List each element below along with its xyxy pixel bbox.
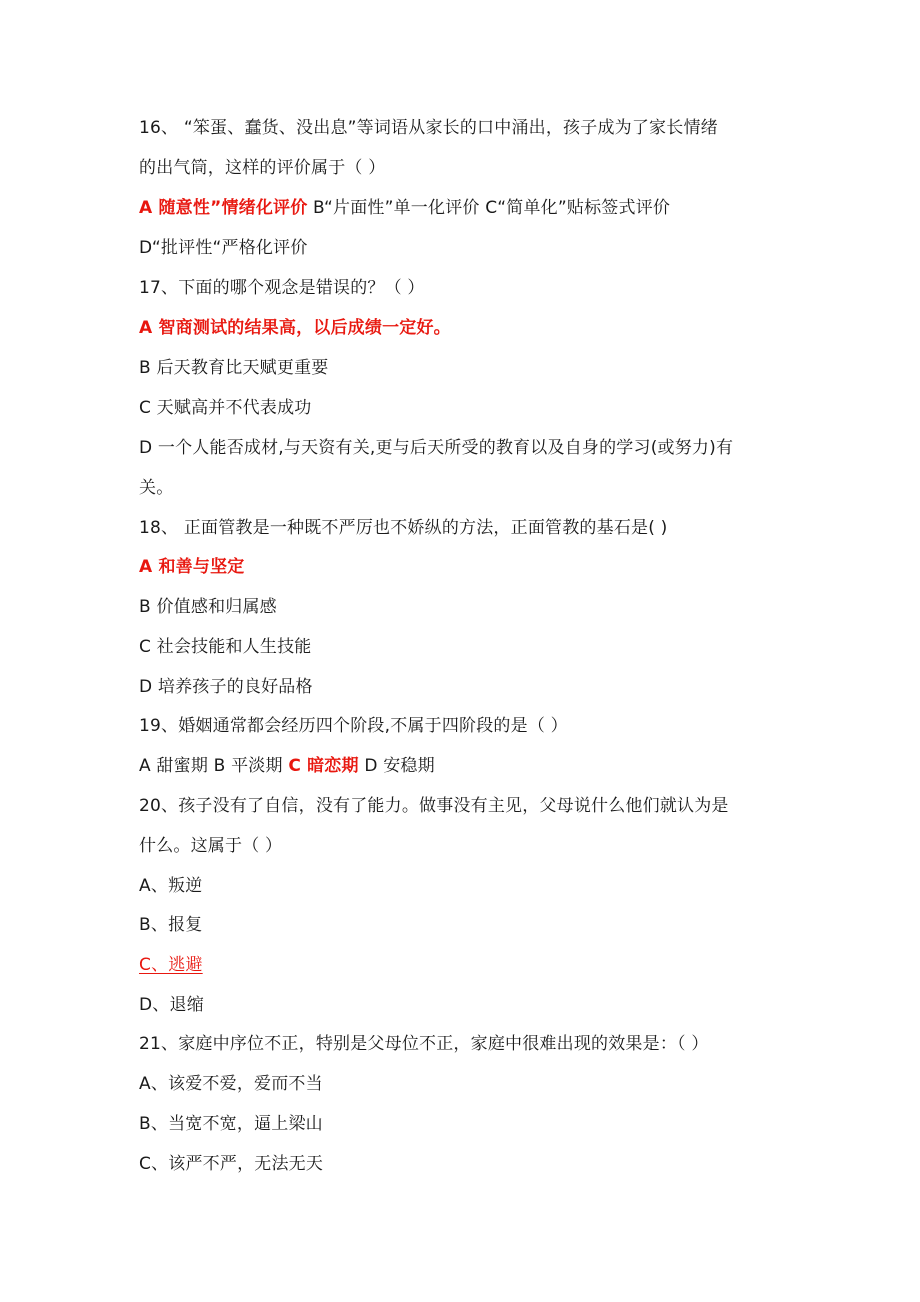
q18-stem: 18、 正面管教是一种既不严厉也不娇纵的方法，正面管教的基石是( ) [139,518,668,538]
q16-option-d: D“批评性“严格化评价 [139,238,308,258]
q21-option-c: C、该严不严，无法无天 [139,1154,324,1174]
q18-option-c: C 社会技能和人生技能 [139,637,312,657]
q16-answer-a: A 随意性”情绪化评价 [139,198,308,218]
q17-answer-a: A 智商测试的结果高，以后成绩一定好。 [139,318,451,338]
q19-stem: 19、婚姻通常都会经历四个阶段,不属于四阶段的是（ ） [139,716,568,736]
q17-option-d-line1: D 一个人能否成材,与天资有关,更与后天所受的教育以及自身的学习(或努力)有 [139,438,734,458]
q19-options-ab: A 甜蜜期 B 平淡期 [139,756,289,776]
q20-option-d: D、退缩 [139,995,204,1015]
q17-option-b: B 后天教育比天赋更重要 [139,358,329,378]
q20-option-a: A、叛逆 [139,876,203,896]
q21-option-a: A、该爱不爱，爱而不当 [139,1074,323,1094]
q20-option-b: B、报复 [139,915,203,935]
q19-option-d: D 安稳期 [358,756,435,776]
q21-stem: 21、家庭中序位不正，特别是父母位不正，家庭中很难出现的效果是：（ ） [139,1034,709,1054]
q16-stem-line1: 16、 “笨蛋、蠢货、没出息”等词语从家长的口中涌出，孩子成为了家长情绪 [139,118,718,138]
q20-stem-line1: 20、孩子没有了自信，没有了能力。做事没有主见，父母说什么他们就认为是 [139,796,729,816]
q16-options-bc: B“片面性”单一化评价 C“简单化”贴标签式评价 [307,198,671,218]
q20-stem-line2: 什么。这属于（ ） [139,836,283,856]
q18-option-b: B 价值感和归属感 [139,597,277,617]
q17-option-c: C 天赋高并不代表成功 [139,398,312,418]
q18-option-d: D 培养孩子的良好品格 [139,677,313,697]
q16-options-abc [139,196,670,220]
q16-stem-line2: 的出气筒，这样的评价属于（ ） [139,158,386,178]
q18-answer-a: A 和善与坚定 [139,557,245,577]
q19-options [139,754,435,778]
q19-answer-c: C 暗恋期 [288,756,359,776]
q21-option-b: B、当宽不宽，逼上梁山 [139,1114,323,1134]
q17-option-d-line2: 关。 [139,478,174,498]
q17-stem: 17、下面的哪个观念是错误的？（ ） [139,278,425,298]
q20-answer-c: C、逃避 [139,955,203,975]
